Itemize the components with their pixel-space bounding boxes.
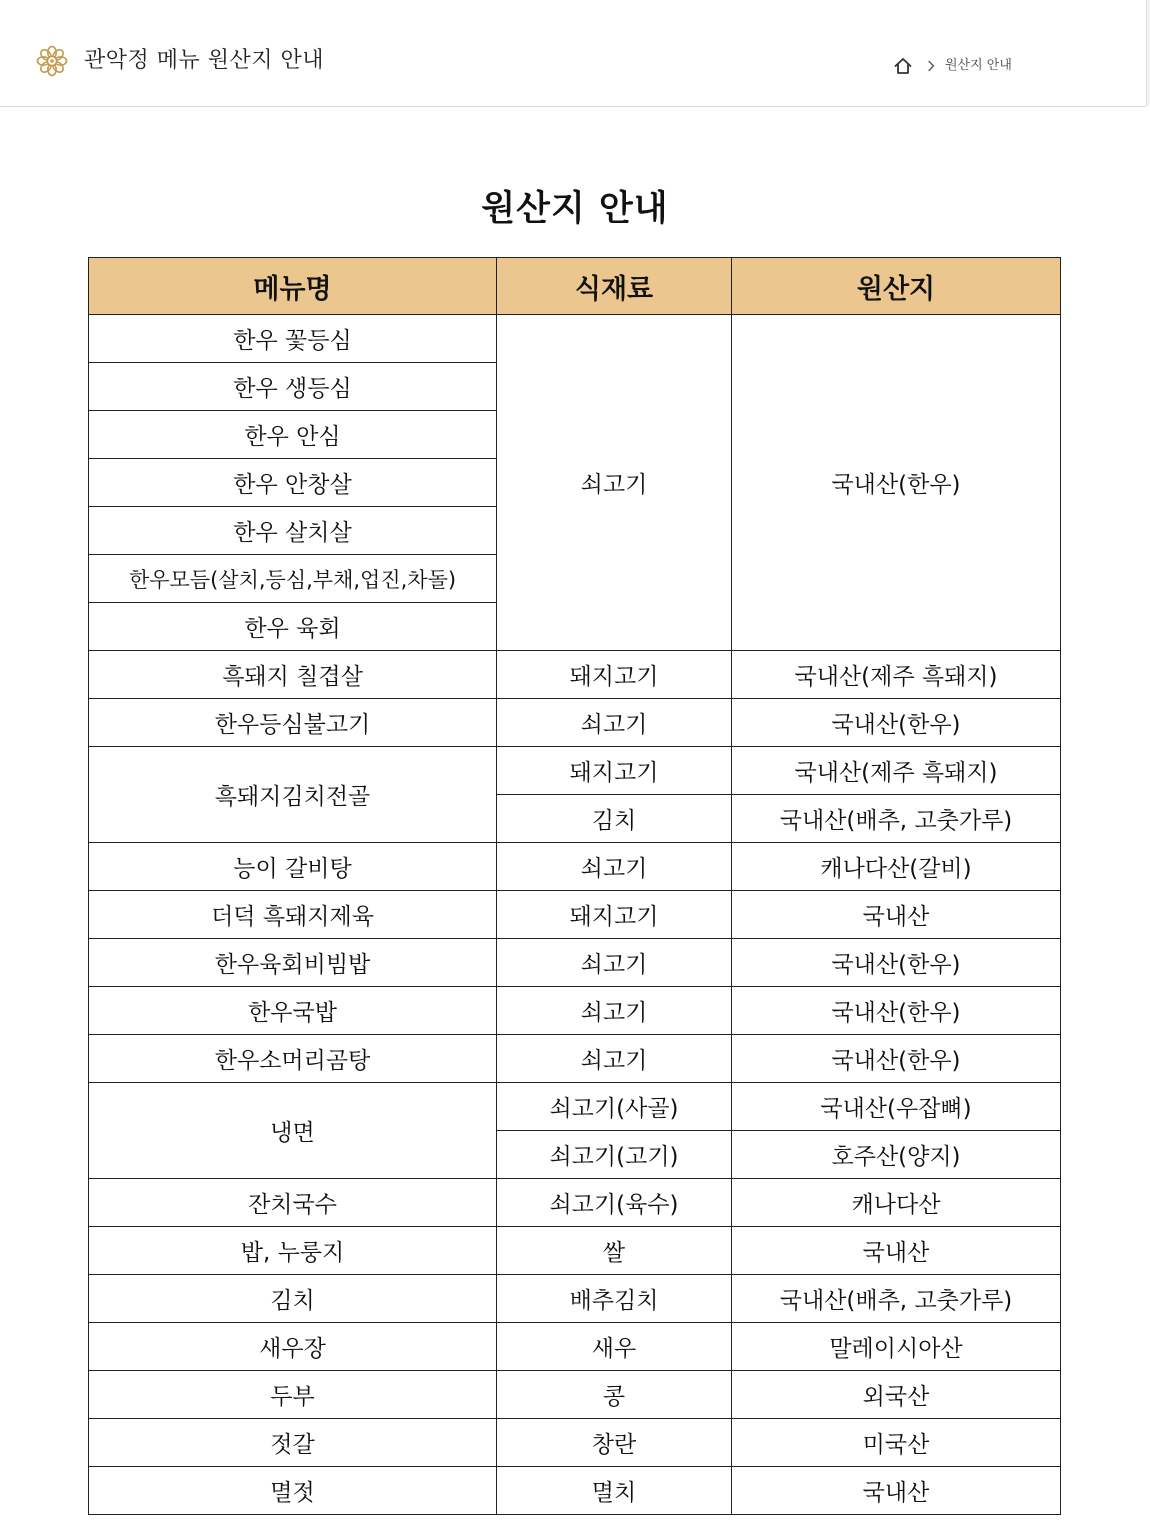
ingredient-cell: 돼지고기 <box>497 891 732 939</box>
menu-cell: 새우장 <box>89 1323 497 1371</box>
menu-cell: 젓갈 <box>89 1419 497 1467</box>
table-row <box>89 651 1061 699</box>
home-icon[interactable] <box>893 56 913 76</box>
menu-cell: 김치 <box>89 1275 497 1323</box>
menu-cell: 밥, 누룽지 <box>89 1227 497 1275</box>
origin-cell: 국내산(배추, 고춧가루) <box>732 1275 1061 1323</box>
ingredient-cell: 쇠고기 <box>497 939 732 987</box>
menu-cell: 냉면 <box>89 1083 497 1179</box>
flower-logo-icon[interactable] <box>36 45 68 77</box>
table-row <box>89 987 1061 1035</box>
table-row <box>89 1083 1061 1131</box>
table-row <box>89 1323 1061 1371</box>
origin-table <box>88 257 1061 1515</box>
page-title: 원산지 안내 <box>481 189 669 229</box>
origin-cell: 말레이시아산 <box>732 1323 1061 1371</box>
ingredient-cell: 돼지고기 <box>497 747 732 795</box>
ingredient-cell: 쇠고기 <box>497 315 732 651</box>
column-header-ingredient: 식재료 <box>497 258 732 315</box>
table-row <box>89 1419 1061 1467</box>
site-header <box>0 0 1146 107</box>
table-row <box>89 1371 1061 1419</box>
table-row <box>89 939 1061 987</box>
ingredient-cell: 배추김치 <box>497 1275 732 1323</box>
ingredient-cell: 쇠고기(육수) <box>497 1179 732 1227</box>
origin-cell: 국내산(한우) <box>732 987 1061 1035</box>
origin-cell: 국내산 <box>732 1467 1061 1515</box>
menu-cell: 한우육회비빔밥 <box>89 939 497 987</box>
origin-cell: 국내산(제주 흑돼지) <box>732 747 1061 795</box>
origin-cell: 캐나다산(갈비) <box>732 843 1061 891</box>
ingredient-cell: 쇠고기 <box>497 987 732 1035</box>
origin-cell: 국내산(한우) <box>732 699 1061 747</box>
origin-cell: 국내산 <box>732 1227 1061 1275</box>
table-row <box>89 1275 1061 1323</box>
menu-cell: 능이 갈비탕 <box>89 843 497 891</box>
ingredient-cell: 새우 <box>497 1323 732 1371</box>
origin-cell: 국내산(한우) <box>732 939 1061 987</box>
ingredient-cell: 돼지고기 <box>497 651 732 699</box>
origin-cell: 국내산(한우) <box>732 315 1061 651</box>
menu-cell: 더덕 흑돼지제육 <box>89 891 497 939</box>
ingredient-cell: 쇠고기(고기) <box>497 1131 732 1179</box>
table-header-row <box>89 258 1061 315</box>
ingredient-cell: 쌀 <box>497 1227 732 1275</box>
table-row <box>89 315 1061 363</box>
ingredient-cell: 쇠고기 <box>497 1035 732 1083</box>
breadcrumb-current: 원산지 안내 <box>945 58 1012 73</box>
origin-cell: 국내산(제주 흑돼지) <box>732 651 1061 699</box>
scrollbar-edge <box>1146 0 1150 106</box>
table-row <box>89 843 1061 891</box>
menu-cell: 한우 육회 <box>89 603 497 651</box>
ingredient-cell: 쇠고기 <box>497 699 732 747</box>
menu-cell: 한우 생등심 <box>89 363 497 411</box>
table-row <box>89 1179 1061 1227</box>
table-row <box>89 1227 1061 1275</box>
chevron-right-icon <box>925 60 937 72</box>
menu-cell: 흑돼지 칠겹살 <box>89 651 497 699</box>
origin-cell: 국내산(우잡뼈) <box>732 1083 1061 1131</box>
column-header-origin: 원산지 <box>732 258 1061 315</box>
menu-cell: 한우국밥 <box>89 987 497 1035</box>
menu-cell: 한우등심불고기 <box>89 699 497 747</box>
ingredient-cell: 김치 <box>497 795 732 843</box>
menu-cell: 한우 안창살 <box>89 459 497 507</box>
origin-cell: 호주산(양지) <box>732 1131 1061 1179</box>
ingredient-cell: 쇠고기(사골) <box>497 1083 732 1131</box>
menu-cell: 두부 <box>89 1371 497 1419</box>
column-header-menu: 메뉴명 <box>89 258 497 315</box>
origin-cell: 미국산 <box>732 1419 1061 1467</box>
table-row <box>89 1035 1061 1083</box>
menu-cell: 한우모듬(살치,등심,부채,업진,차돌) <box>89 555 497 603</box>
origin-cell: 국내산(한우) <box>732 1035 1061 1083</box>
menu-cell: 한우 안심 <box>89 411 497 459</box>
site-title[interactable]: 관악정 메뉴 원산지 안내 <box>84 48 325 73</box>
origin-cell: 국내산 <box>732 891 1061 939</box>
menu-cell: 한우 살치살 <box>89 507 497 555</box>
menu-cell: 한우 꽃등심 <box>89 315 497 363</box>
ingredient-cell: 콩 <box>497 1371 732 1419</box>
ingredient-cell: 쇠고기 <box>497 843 732 891</box>
table-row <box>89 699 1061 747</box>
table-row <box>89 1467 1061 1515</box>
ingredient-cell: 멸치 <box>497 1467 732 1515</box>
menu-cell: 흑돼지김치전골 <box>89 747 497 843</box>
origin-cell: 캐나다산 <box>732 1179 1061 1227</box>
menu-cell: 멸젓 <box>89 1467 497 1515</box>
menu-cell: 잔치국수 <box>89 1179 497 1227</box>
ingredient-cell: 창란 <box>497 1419 732 1467</box>
menu-cell: 한우소머리곰탕 <box>89 1035 497 1083</box>
origin-cell: 국내산(배추, 고춧가루) <box>732 795 1061 843</box>
breadcrumb <box>893 54 1012 78</box>
table-row <box>89 891 1061 939</box>
table-row <box>89 747 1061 795</box>
origin-cell: 외국산 <box>732 1371 1061 1419</box>
